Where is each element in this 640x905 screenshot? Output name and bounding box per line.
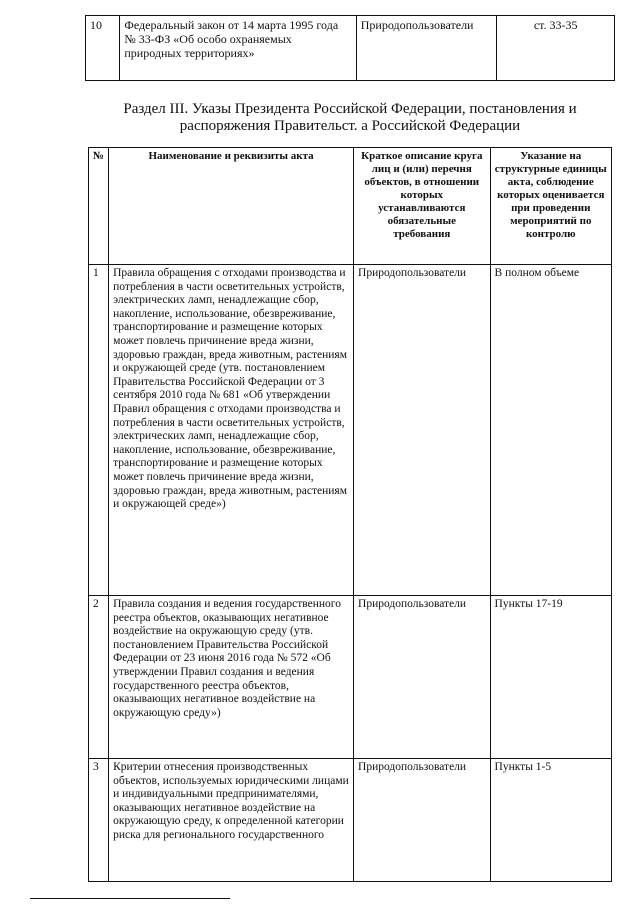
row-number: 10 — [86, 16, 120, 81]
row-number: 3 — [89, 759, 109, 882]
section-title: Раздел III. Указы Президента Российской Федерации, постановления и распоряжения Правительст. а Российской Федерации — [123, 101, 577, 134]
header-scope: Краткое описание круга лиц и (или) перечня объектов, в отношении которых устанавливаются обязательные требования — [354, 148, 491, 265]
ref-text: ст. 33-35 — [497, 16, 615, 81]
requirements-table — [88, 147, 612, 882]
ref-text: Пункты 17-19 — [490, 596, 611, 759]
footnote-divider — [30, 898, 230, 899]
ref-text: Пункты 1-5 — [490, 759, 611, 882]
scope-text: Природопользователи — [354, 759, 491, 882]
header-name: Наименование и реквизиты акта — [109, 148, 354, 265]
header-num: № — [89, 148, 109, 265]
scope-text: Природопользователи — [356, 16, 497, 81]
scope-text: Природопользователи — [354, 596, 491, 759]
act-name: Правила обращения с отходами производства и потребления в части осветительных устройств, электрических ламп, ненадлежащие сбор, накопление, использование, обезвреживание, транспортирование и размещение которых может повлечь причинение вреда жизни, здоровью граждан, вреда животным, растениям и окружающей среде (утв. постановлением Правительства Российской Федерации от 3 сентября 2010 года № 681 «Об утверждении Правил обращения с отходами производства и потребления в части осветительных устройств, электрических ламп, ненадлежащие сбор, накопление, использование, обезвреживание, транспортирование и размещение которых может повлечь причинение вреда жизни, здоровью граждан, вреда животным, растениям и окружающей среде») — [109, 265, 354, 596]
table-header-row — [89, 148, 612, 265]
table-row — [89, 265, 612, 596]
act-name: Критерии отнесения производственных объектов, используемых юридическими лицами и индивидуальными предпринимателями, оказывающих негативное воздействие на окружающую среду, к определенной категории риска для регионального государственного — [109, 759, 354, 882]
header-ref: Указание на структурные единицы акта, соблюдение которых оценивается при проведении мероприятий по контролю — [490, 148, 611, 265]
act-name: Правила создания и ведения государственного реестра объектов, оказывающих негативное воздействие на окружающую среду (утв. постановлением Правительства Российской Федерации от 23 июня 2016 года № 572 «Об утверждении Правил создания и ведения государственного реестра объектов, оказывающих негативное воздействие на окружающую среду») — [109, 596, 354, 759]
row-number: 2 — [89, 596, 109, 759]
act-name: Федеральный закон от 14 марта 1995 года № 33-ФЗ «Об особо охраняемых природных территориях» — [120, 16, 356, 81]
table-row — [89, 759, 612, 882]
row-number: 1 — [89, 265, 109, 596]
table-row — [89, 596, 612, 759]
scope-text: Природопользователи — [354, 265, 491, 596]
table-row — [86, 16, 615, 81]
previous-table-fragment — [85, 15, 615, 81]
ref-text: В полном объеме — [490, 265, 611, 596]
